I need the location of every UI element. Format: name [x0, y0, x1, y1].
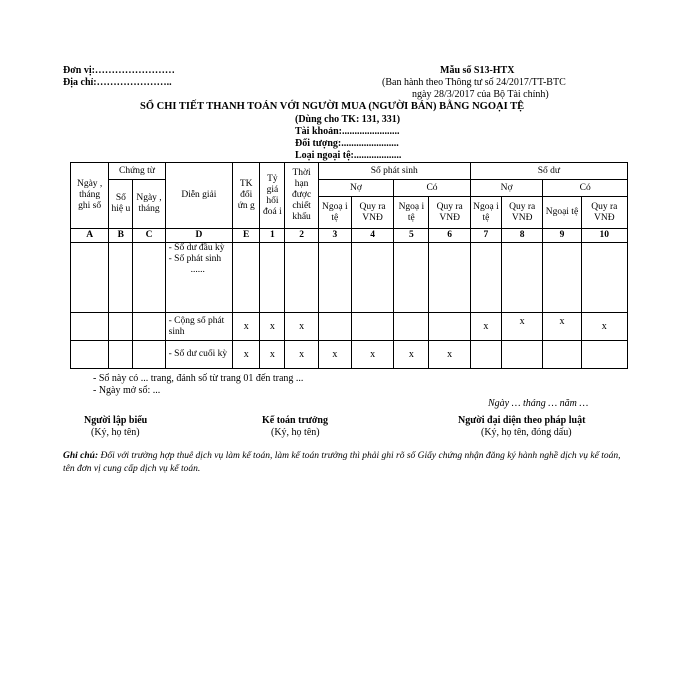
- header-arising: Số phát sinh: [318, 163, 470, 180]
- header-rate: Tỷ giá hối đoá i: [260, 163, 285, 229]
- date-line: Ngày … tháng … năm …: [488, 398, 589, 409]
- col-code: 5: [394, 229, 429, 243]
- object-field: Đối tượng:.......................: [295, 138, 399, 149]
- total-arising-label: - Cộng số phát sinh: [165, 313, 232, 341]
- footnote: [63, 450, 633, 475]
- col-code: 6: [429, 229, 470, 243]
- header-foreign: Ngoạ i tệ: [318, 197, 351, 229]
- col-code: 9: [543, 229, 581, 243]
- chief-accountant-sub: (Ký, họ tên): [271, 427, 320, 438]
- ledger-table: [70, 162, 628, 369]
- header-foreign: Ngoại tệ: [543, 197, 581, 229]
- opening-balance-label: - Số dư đầu kỳ: [168, 243, 225, 253]
- preparer-title: Người lập biểu: [84, 415, 148, 426]
- header-foreign: Ngoạ i tệ: [470, 197, 501, 229]
- header-voucher-no: Số hiệ u: [109, 180, 133, 229]
- mark: x: [470, 313, 501, 341]
- col-code: C: [133, 229, 165, 243]
- header-vnd: Quy ra VNĐ: [502, 197, 543, 229]
- header-account: TK đối ứn g: [233, 163, 260, 229]
- col-code: D: [165, 229, 232, 243]
- col-code: 1: [260, 229, 285, 243]
- header-balance-debit: Nợ: [470, 180, 543, 197]
- header-vnd: Quy ra VNĐ: [429, 197, 470, 229]
- closing-balance-label: - Số dư cuối kỳ: [165, 341, 232, 369]
- opened-note: - Ngày mở sổ: ...: [93, 385, 161, 396]
- col-code: 10: [581, 229, 627, 243]
- col-code: B: [109, 229, 133, 243]
- footnote-label: Ghi chú:: [63, 451, 99, 461]
- header-foreign: Ngoạ i tệ: [394, 197, 429, 229]
- form-code: Mẫu số S13-HTX: [440, 65, 515, 76]
- issued-line-2: ngày 28/3/2017 của Bộ Tài chính): [412, 89, 549, 100]
- page-title: SỔ CHI TIẾT THANH TOÁN VỚI NGƯỜI MUA (NGƯỜI BÁN) BẰNG NGOẠI TỆ: [140, 101, 525, 112]
- dots: ......: [190, 265, 205, 275]
- table-row: [71, 243, 628, 313]
- col-code: 3: [318, 229, 351, 243]
- header-balance: Số dư: [470, 163, 627, 180]
- mark: x: [581, 313, 627, 341]
- mark: x: [429, 341, 470, 369]
- mark: x: [394, 341, 429, 369]
- unit-label: Đơn vị:……………………: [63, 65, 175, 76]
- mark: x: [318, 341, 351, 369]
- issued-line-1: (Ban hành theo Thông tư số 24/2017/TT-BTC: [382, 77, 566, 88]
- pages-note: - Sổ này có ... trang, đánh số từ trang 01 đến trang ...: [93, 373, 304, 384]
- header-voucher: Chứng từ: [109, 163, 165, 180]
- mark: x: [233, 341, 260, 369]
- column-code-row: [71, 229, 628, 243]
- col-code: E: [233, 229, 260, 243]
- header-description: Diễn giải: [165, 163, 232, 229]
- description-cell: [165, 243, 232, 313]
- header-arising-credit: Có: [394, 180, 471, 197]
- mark: x: [351, 341, 393, 369]
- header-voucher-date: Ngày , tháng: [133, 180, 165, 229]
- chief-accountant-title: Kế toán trưởng: [262, 415, 328, 426]
- currency-field: Loại ngoại tệ:...................: [295, 150, 402, 161]
- col-code: 8: [502, 229, 543, 243]
- mark: x: [260, 341, 285, 369]
- address-label: Địa chỉ:…………………..: [63, 77, 172, 88]
- header-arising-debit: Nợ: [318, 180, 394, 197]
- mark: x: [502, 313, 543, 341]
- mark: x: [285, 313, 318, 341]
- header-term: Thời hạn được chiết khấu: [285, 163, 318, 229]
- mark: x: [260, 313, 285, 341]
- col-code: A: [71, 229, 109, 243]
- table-row: [71, 341, 628, 369]
- legal-rep-sub: (Ký, họ tên, đóng dấu): [481, 427, 572, 438]
- footnote-text: Đối với trường hợp thuê dịch vụ làm kế toán, làm kế toán trưởng thì phải ghi rõ số Giấy chứng nhận đăng ký hành nghề dịch vụ kế toán, tên đơn vị cung cấp dịch vụ kế toán.: [63, 451, 621, 474]
- header-vnd: Quy ra VNĐ: [351, 197, 393, 229]
- col-code: 2: [285, 229, 318, 243]
- mark: x: [233, 313, 260, 341]
- header-vnd: Quy ra VNĐ: [581, 197, 627, 229]
- col-code: 7: [470, 229, 501, 243]
- table-row: [71, 313, 628, 341]
- header-date: Ngày , tháng ghi sổ: [71, 163, 109, 229]
- account-field: Tài khoản:.......................: [295, 126, 400, 137]
- preparer-sub: (Ký, họ tên): [91, 427, 140, 438]
- legal-rep-title: Người đại diện theo pháp luật: [458, 415, 586, 426]
- col-code: 4: [351, 229, 393, 243]
- subtitle: (Dùng cho TK: 131, 331): [295, 114, 401, 125]
- mark: x: [543, 313, 581, 341]
- mark: x: [285, 341, 318, 369]
- header-balance-credit: Có: [543, 180, 628, 197]
- arising-label: - Số phát sinh: [168, 254, 222, 264]
